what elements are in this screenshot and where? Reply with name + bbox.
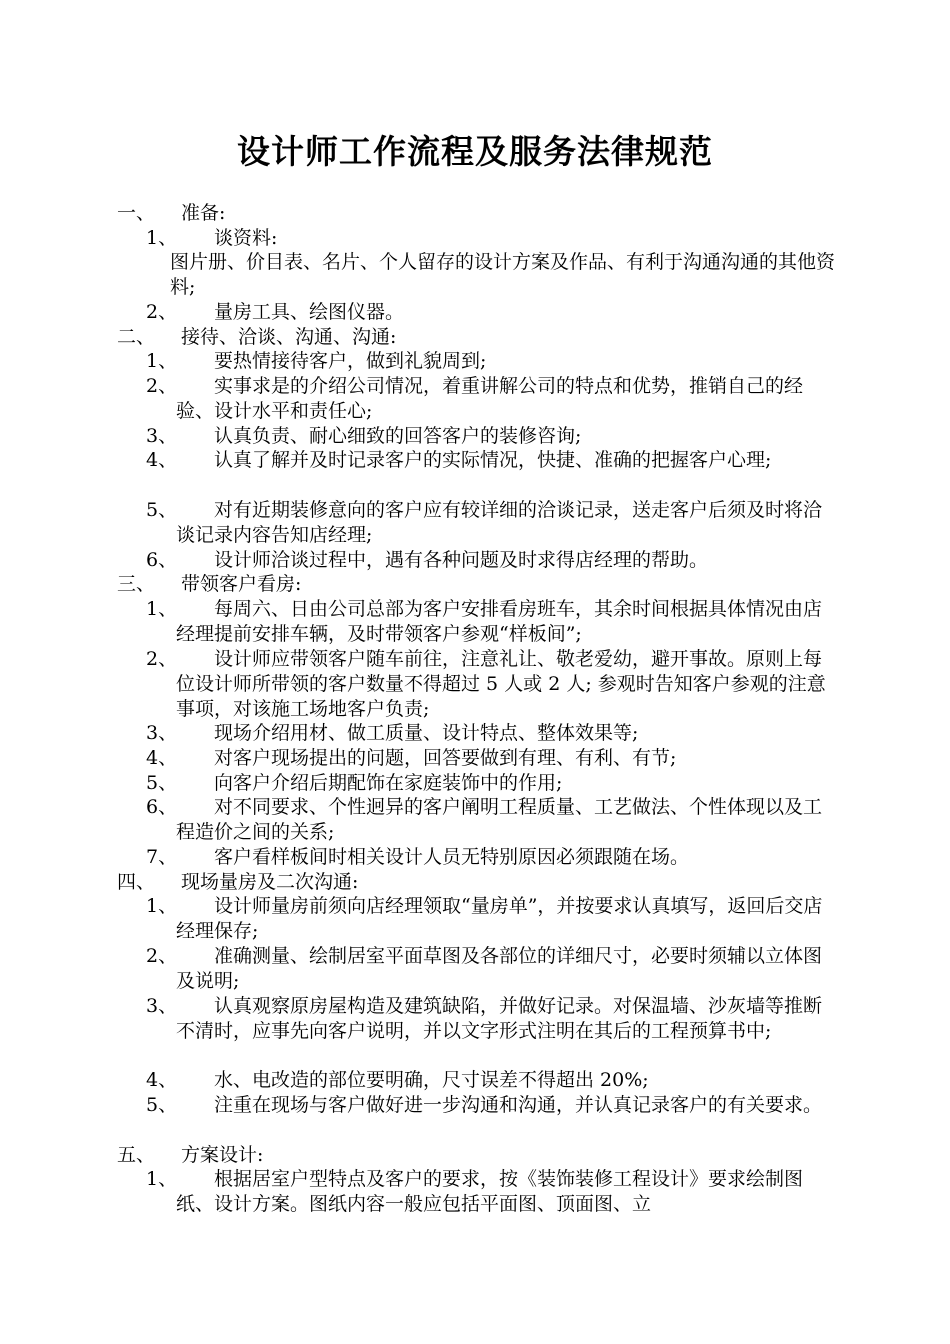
item-number: 3、 bbox=[146, 722, 178, 744]
list-item bbox=[146, 597, 838, 647]
list-item bbox=[146, 349, 838, 374]
item-number: 4、 bbox=[146, 747, 178, 769]
list-item bbox=[146, 771, 838, 796]
list-item bbox=[146, 424, 838, 449]
item-number: 7、 bbox=[146, 846, 178, 868]
item-text: 每周六、日由公司总部为客户安排看房班车，其余时间根据具体情况由店经理提前安排车辆，及时带领客户参观“样板间”; bbox=[176, 598, 823, 645]
list-item bbox=[146, 1068, 838, 1093]
item-text: 谈资料: bbox=[214, 227, 278, 249]
item-number: 2、 bbox=[146, 945, 178, 967]
item-text: 客户看样板间时相关设计人员无特别原因必须跟随在场。 bbox=[214, 846, 690, 868]
item-text: 对客户现场提出的问题，回答要做到有理、有利、有节; bbox=[214, 747, 677, 769]
list-item bbox=[146, 448, 838, 473]
item-number: 5、 bbox=[146, 1094, 178, 1116]
item-number: 6、 bbox=[146, 549, 178, 571]
item-number: 2、 bbox=[146, 375, 178, 397]
section-heading bbox=[117, 870, 857, 895]
section-heading bbox=[117, 325, 857, 350]
item-number: 1、 bbox=[146, 227, 178, 249]
item-text: 设计师应带领客户随车前往，注意礼让、敬老爱幼，避开事故。原则上每位设计师所带领的客户数量不得超过 5 人或 2 人; 参观时告知客户参观的注意事项，对该施工场地客户负责; bbox=[176, 648, 826, 720]
list-item bbox=[170, 250, 838, 300]
section-title: 接待、洽谈、沟通、沟通: bbox=[181, 326, 397, 348]
list-item bbox=[146, 226, 838, 251]
item-text: 设计师量房前须向店经理领取“量房单”，并按要求认真填写，返回后交店经理保存; bbox=[176, 895, 823, 942]
section-title: 现场量房及二次沟通: bbox=[181, 871, 359, 893]
item-text: 认真观察原房屋构造及建筑缺陷，并做好记录。对保温墙、沙灰墙等推断不清时，应事先向客户说明，并以文字形式注明在其后的工程预算书中; bbox=[176, 995, 823, 1042]
list-item bbox=[146, 746, 838, 771]
item-number: 1、 bbox=[146, 350, 178, 372]
list-item bbox=[146, 845, 838, 870]
section-title: 带领客户看房: bbox=[181, 573, 302, 595]
section-number: 三、 bbox=[117, 573, 156, 595]
item-number: 1、 bbox=[146, 598, 178, 620]
page-title: 设计师工作流程及服务法律规范 bbox=[237, 132, 713, 171]
item-text: 水、电改造的部位要明确，尺寸误差不得超出 20%; bbox=[214, 1069, 649, 1091]
item-text: 向客户介绍后期配饰在家庭装饰中的作用; bbox=[214, 772, 563, 794]
list-item bbox=[146, 1093, 838, 1118]
item-text: 根据居室户型特点及客户的要求，按《装饰装修工程设计》要求绘制图纸、设计方案。图纸内容一般应包括平面图、顶面图、立 bbox=[176, 1168, 804, 1215]
list-item bbox=[146, 548, 838, 573]
section-number: 四、 bbox=[117, 871, 156, 893]
list-item bbox=[146, 300, 838, 325]
section-heading bbox=[117, 572, 857, 597]
section-number: 五、 bbox=[117, 1144, 156, 1166]
section-heading bbox=[117, 1143, 857, 1168]
item-number: 3、 bbox=[146, 425, 178, 447]
item-text: 图片册、价目表、名片、个人留存的设计方案及作品、有利于沟通沟通的其他资料; bbox=[170, 251, 836, 298]
section-number: 二、 bbox=[117, 326, 156, 348]
item-number: 4、 bbox=[146, 1069, 178, 1091]
item-text: 对不同要求、个性迥异的客户阐明工程质量、工艺做法、个性体现以及工程造价之间的关系; bbox=[176, 796, 823, 843]
item-text: 设计师洽谈过程中，遇有各种问题及时求得店经理的帮助。 bbox=[214, 549, 709, 571]
list-item bbox=[146, 994, 838, 1044]
list-item bbox=[146, 647, 838, 722]
section-number: 一、 bbox=[117, 202, 156, 224]
list-item bbox=[146, 498, 838, 548]
list-item bbox=[146, 944, 838, 994]
item-number: 3、 bbox=[146, 995, 178, 1017]
list-item bbox=[146, 795, 838, 845]
item-number: 2、 bbox=[146, 648, 178, 670]
list-item bbox=[146, 894, 838, 944]
item-text: 现场介绍用材、做工质量、设计特点、整体效果等; bbox=[214, 722, 639, 744]
section-title: 准备: bbox=[181, 202, 226, 224]
item-number: 1、 bbox=[146, 895, 178, 917]
item-text: 量房工具、绘图仪器。 bbox=[214, 301, 405, 323]
item-number: 5、 bbox=[146, 499, 178, 521]
item-number: 1、 bbox=[146, 1168, 178, 1190]
item-text: 注重在现场与客户做好进一步沟通和沟通，并认真记录客户的有关要求。 bbox=[214, 1094, 823, 1116]
list-item bbox=[146, 1167, 838, 1217]
section-heading bbox=[117, 201, 857, 226]
item-text: 准确测量、绘制居室平面草图及各部位的详细尺寸，必要时须辅以立体图及说明; bbox=[176, 945, 823, 992]
item-text: 实事求是的介绍公司情况，着重讲解公司的特点和优势，推销自己的经验、设计水平和责任心; bbox=[176, 375, 804, 422]
list-item bbox=[146, 374, 838, 424]
item-text: 要热情接待客户，做到礼貌周到; bbox=[214, 350, 487, 372]
item-number: 6、 bbox=[146, 796, 178, 818]
item-number: 2、 bbox=[146, 301, 178, 323]
item-text: 认真了解并及时记录客户的实际情况，快捷、准确的把握客户心理; bbox=[214, 449, 772, 471]
item-text: 认真负责、耐心细致的回答客户的装修咨询; bbox=[214, 425, 582, 447]
list-item bbox=[146, 721, 838, 746]
item-text: 对有近期装修意向的客户应有较详细的洽谈记录，送走客户后须及时将洽谈记录内容告知店经理; bbox=[176, 499, 823, 546]
item-number: 5、 bbox=[146, 772, 178, 794]
section-title: 方案设计: bbox=[181, 1144, 264, 1166]
item-number: 4、 bbox=[146, 449, 178, 471]
